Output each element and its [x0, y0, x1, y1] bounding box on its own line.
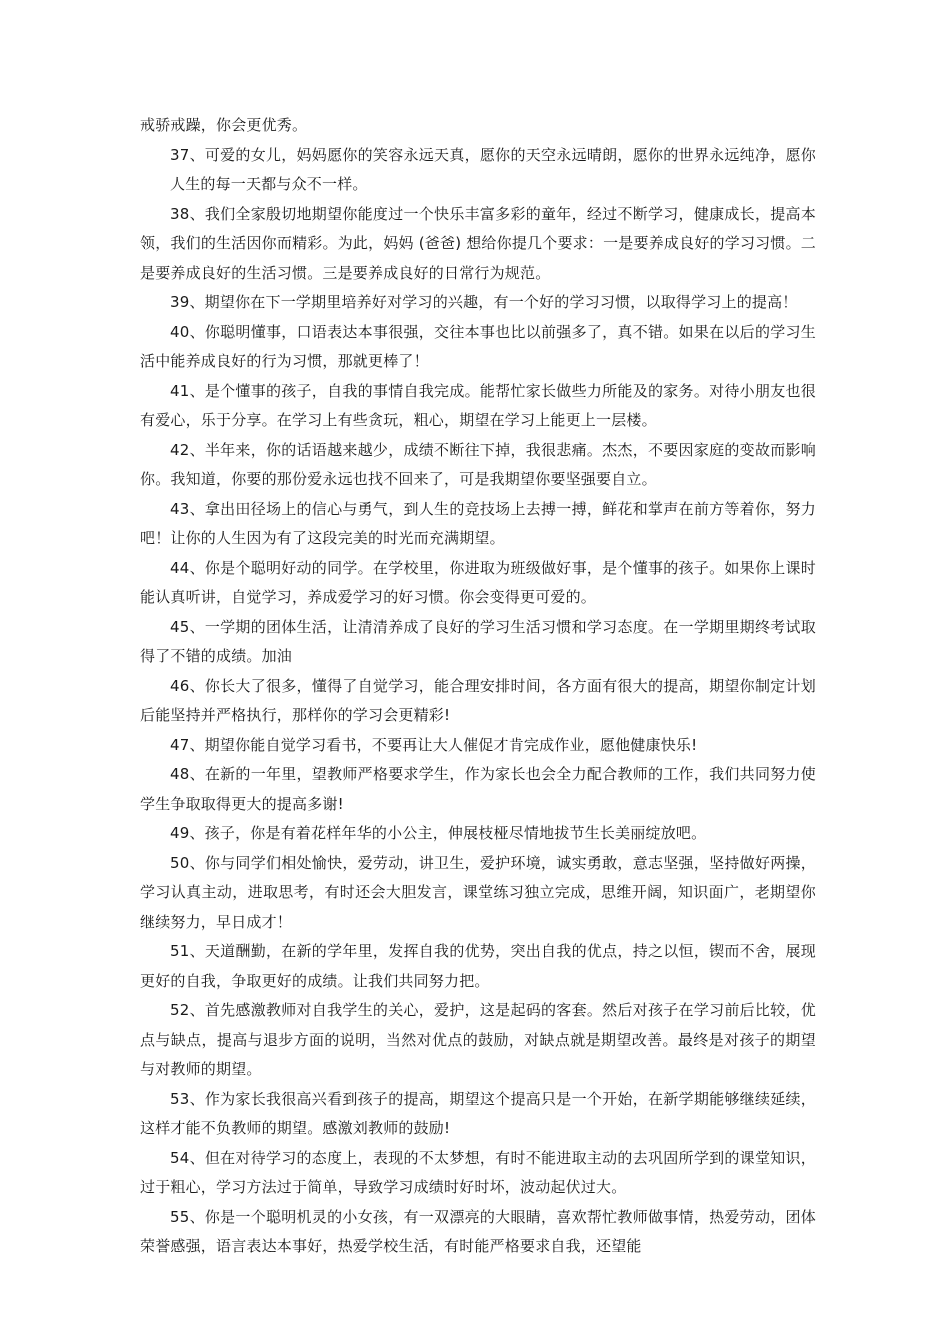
- paragraph-43: 43、拿出田径场上的信心与勇气，到人生的竞技场上去搏一搏，鲜花和掌声在前方等着你，努力吧！让你的人生因为有了这段完美的时光而充满期望。: [140, 499, 816, 547]
- paragraph-52: 52、首先感激教师对自我学生的关心，爱护，这是起码的客套。然后对孩子在学习前后比较，优点与缺点，提高与退步方面的说明，当然对优点的鼓励，对缺点就是期望改善。最终是对孩子的期望与对教师的期望。: [140, 1001, 816, 1078]
- paragraph-41: 41、是个懂事的孩子，自我的事情自我完成。能帮忙家长做些力所能及的家务。对待小朋友也很有爱心，乐于分享。在学习上有些贪玩，粗心，期望在学习上能更上一层楼。: [140, 381, 816, 429]
- paragraph-53: 53、作为家长我很高兴看到孩子的提高，期望这个提高只是一个开始，在新学期能够继续延续，这样才能不负教师的期望。感激刘教师的鼓励!: [140, 1089, 816, 1137]
- paragraph-47: 47、期望你能自觉学习看书，不要再让大人催促才肯完成作业，愿他健康快乐!: [170, 735, 698, 754]
- paragraph-continuation: 戒骄戒躁，你会更优秀。: [140, 116, 308, 134]
- paragraph-51: 51、天道酬勤，在新的学年里，发挥自我的优势，突出自我的优点，持之以恒，锲而不舍，展现更好的自我，争取更好的成绩。让我们共同努力把。: [140, 942, 816, 990]
- paragraph-45: 45、一学期的团体生活，让清清养成了良好的学习生活习惯和学习态度。在一学期里期终考试取得了不错的成绩。加油: [140, 617, 816, 665]
- document-body: [140, 111, 816, 1262]
- paragraph-38: 38、我们全家殷切地期望你能度过一个快乐丰富多彩的童年，经过不断学习，健康成长，提高本领，我们的生活因你而精彩。为此，妈妈 (爸爸) 想给你提几个要求：一是要养成良好的学习习惯。二是要养成良好的生活习惯。三是要养成良好的日常行为规范。: [140, 204, 816, 282]
- paragraph-49: 49、孩子，你是有着花样年华的小公主，伸展枝桠尽情地拔节生长美丽绽放吧。: [170, 824, 707, 842]
- paragraph-40: 40、你聪明懂事，口语表达本事很强，交往本事也比以前强多了，真不错。如果在以后的学习生活中能养成良好的行为习惯，那就更棒了！: [140, 322, 816, 370]
- paragraph-50: 50、你与同学们相处愉快，爱劳动，讲卫生，爱护环境，诚实勇敢，意志坚强，坚持做好两操，学习认真主动，进取思考，有时还会大胆发言，课堂练习独立完成，思维开阔，知识面广，老期望你继续努力，早日成才！: [140, 853, 816, 931]
- paragraph-42: 42、半年来，你的话语越来越少，成绩不断往下掉，我很悲痛。杰杰，不要因家庭的变故而影响你。我知道，你要的那份爱永远也找不回来了，可是我期望你要坚强要自立。: [140, 440, 816, 488]
- paragraph-55: 55、你是一个聪明机灵的小女孩，有一双漂亮的大眼睛，喜欢帮忙教师做事情，热爱劳动，团体荣誉感强，语言表达本事好，热爱学校生活，有时能严格要求自我，还望能: [140, 1207, 816, 1255]
- paragraph-37: 37、可爱的女儿，妈妈愿你的笑容永远天真，愿你的天空永远晴朗，愿你的世界永远纯净，愿你人生的每一天都与众不一样。: [170, 145, 816, 193]
- paragraph-48: 48、在新的一年里，望教师严格要求学生，作为家长也会全力配合教师的工作，我们共同努力使学生争取取得更大的提高多谢!: [140, 765, 816, 813]
- paragraph-46: 46、你长大了很多，懂得了自觉学习，能合理安排时间，各方面有很大的提高，期望你制定计划后能坚持并严格执行，那样你的学习会更精彩!: [140, 676, 816, 724]
- paragraph-44: 44、你是个聪明好动的同学。在学校里，你进取为班级做好事，是个懂事的孩子。如果你上课时能认真听讲，自觉学习，养成爱学习的好习惯。你会变得更可爱的。: [140, 558, 816, 606]
- paragraph-39: 39、期望你在下一学期里培养好对学习的兴趣，有一个好的学习习惯，以取得学习上的提高！: [170, 293, 798, 311]
- paragraph-54: 54、但在对待学习的态度上，表现的不太梦想，有时不能进取主动的去巩固所学到的课堂知识，过于粗心，学习方法过于简单，导致学习成绩时好时坏，波动起伏过大。: [140, 1148, 816, 1196]
